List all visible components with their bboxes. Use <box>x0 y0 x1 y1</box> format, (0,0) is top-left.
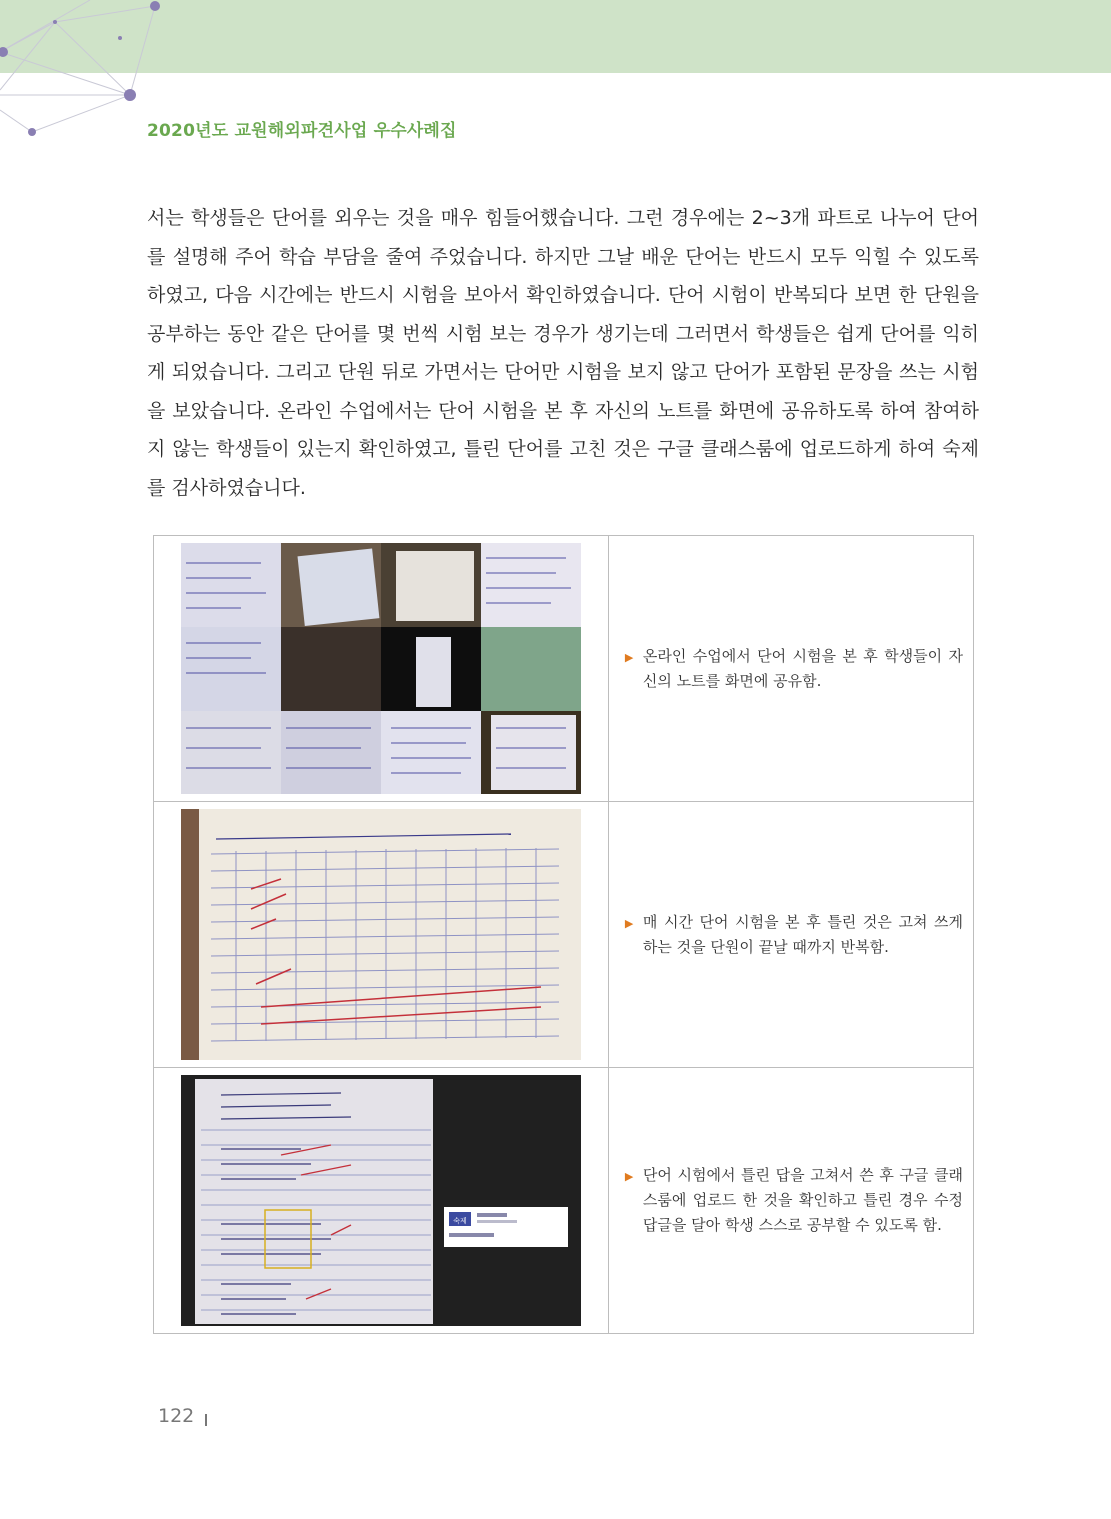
caption <box>609 1163 973 1238</box>
caption <box>609 644 973 694</box>
homework-label: 숙제 <box>453 1217 467 1225</box>
photo-cell <box>154 536 609 802</box>
caption <box>609 910 973 960</box>
running-header: 2020년도 교원해외파견사업 우수사례집 <box>147 121 457 141</box>
caption-cell <box>608 1068 973 1334</box>
bullet-arrow-icon: ▶ <box>624 916 634 930</box>
notebook-video-grid-photo <box>181 543 581 794</box>
figure-row <box>154 1068 974 1334</box>
caption-cell <box>608 802 973 1068</box>
page-number-divider <box>205 1414 207 1426</box>
body-paragraph: 서는 학생들은 단어를 외우는 것을 매우 힘들어했습니다. 그런 경우에는 2~3개 파트로 나누어 단어를 설명해 주어 학습 부담을 줄여 주었습니다. 하지만 그날 배운 단어는 반드시 모두 익힐 수 있도록 하였고, 다음 시간에는 반드시 시험을 보아서 확인하였습니다. 단어 시험이 반복되다 보면 한 단원을 공부하는 동안 같은 단어를 몇 번씩 시험 보는 경우가 생기는데 그러면서 학생들은 쉽게 단어를 익히게 되었습니다. 그리고 단원 뒤로 가면서는 단어만 시험을 보지 않고 단어가 포함된 문장을 쓰는 시험을 보았습니다. 온라인 수업에서는 단어 시험을 본 후 자신의 노트를 화면에 공유하도록 하여 참여하지 않는 학생들이 있는지 확인하였고, 틀린 단어를 고친 것은 구글 클래스룸에 업로드하게 하여 숙제를 검사하였습니다. <box>147 207 979 499</box>
figure-row <box>154 802 974 1068</box>
photo-cell <box>154 802 609 1068</box>
bullet-arrow-icon: ▶ <box>624 1170 634 1183</box>
network-decoration <box>0 0 170 150</box>
word-test-grid-photo <box>181 809 581 1060</box>
figure-table <box>153 535 974 1334</box>
caption-text: 단어 시험에서 틀린 답을 고쳐서 쓴 후 구글 클래스룸에 업로드 한 것을 확인하고 틀린 경우 수정 답글을 달아 학생 스스로 공부할 수 있도록 함. <box>642 1166 963 1234</box>
bullet-arrow-icon: ▶ <box>624 650 634 664</box>
caption-cell <box>608 536 973 802</box>
figure-row <box>154 536 974 802</box>
caption-text: 온라인 수업에서 단어 시험을 본 후 학생들이 자신의 노트를 화면에 공유함. <box>642 646 963 690</box>
google-classroom-upload-photo <box>181 1075 581 1326</box>
caption-text: 매 시간 단어 시험을 본 후 틀린 것은 고쳐 쓰게 하는 것을 단원이 끝날 때까지 반복함. <box>642 912 963 956</box>
page-number: 122 <box>158 1405 195 1427</box>
photo-cell <box>154 1068 609 1334</box>
